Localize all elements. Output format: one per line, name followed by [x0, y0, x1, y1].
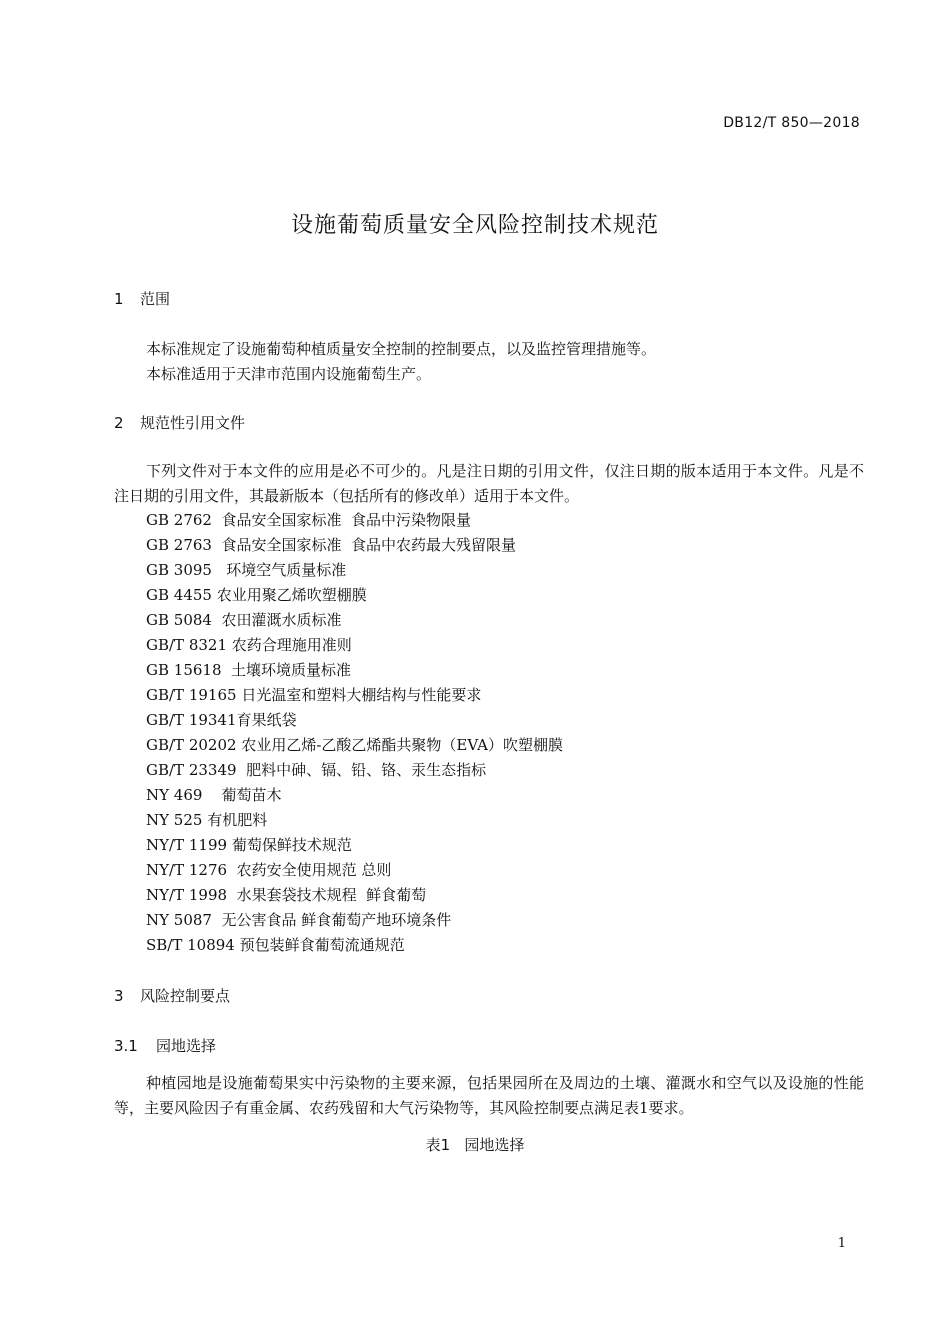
reference-title: 食品安全国家标准 食品中污染物限量	[221, 511, 472, 529]
table-label: 表1	[425, 1136, 451, 1154]
section-title: 规范性引用文件	[140, 414, 246, 432]
reference-item	[146, 708, 563, 733]
reference-title: 农业用乙烯-乙酸乙烯酯共聚物（EVA）吹塑棚膜	[241, 736, 564, 754]
section-title: 风险控制要点	[140, 987, 231, 1005]
reference-item	[146, 908, 563, 933]
reference-code: GB/T 19165	[146, 686, 237, 704]
reference-code: SB/T 10894	[146, 936, 235, 954]
reference-item	[146, 658, 563, 683]
section-title: 园地选择	[156, 1037, 217, 1055]
reference-code: GB 15618	[146, 661, 222, 679]
reference-separator	[212, 911, 222, 929]
reference-item	[146, 608, 563, 633]
reference-code: GB 2763	[146, 536, 212, 554]
reference-item	[146, 758, 563, 783]
reference-separator	[212, 611, 222, 629]
reference-item	[146, 883, 563, 908]
reference-title: 葡萄苗木	[221, 786, 282, 804]
reference-separator	[212, 511, 222, 529]
reference-title: 食品安全国家标准 食品中农药最大残留限量	[221, 536, 517, 554]
reference-title: 农药合理施用准则	[231, 636, 352, 654]
reference-code: GB/T 8321	[146, 636, 228, 654]
reference-separator	[237, 761, 247, 779]
reference-separator	[202, 786, 221, 804]
section-2-heading	[114, 412, 245, 433]
reference-title: 土壤环境质量标准	[231, 661, 352, 679]
reference-item	[146, 858, 563, 883]
reference-list	[146, 508, 563, 958]
normative-refs-intro: 下列文件对于本文件的应用是必不可少的。凡是注日期的引用文件，仅注日期的版本适用于本文件。凡是不注日期的引用文件，其最新版本（包括所有的修改单）适用于本文件。	[114, 462, 864, 505]
reference-title: 农药安全使用规范 总则	[236, 861, 392, 879]
reference-separator	[212, 561, 226, 579]
reference-code: NY/T 1998	[146, 886, 228, 904]
reference-item	[146, 583, 563, 608]
reference-item	[146, 733, 563, 758]
standard-code: DB12/T 850—2018	[723, 115, 860, 131]
reference-item	[146, 508, 563, 533]
reference-code: GB 3095	[146, 561, 212, 579]
reference-title: 日光温室和塑料大棚结构与性能要求	[241, 686, 482, 704]
scope-paragraph-2: 本标准适用于天津市范围内设施葡萄生产。	[146, 365, 432, 383]
table-title: 园地选择	[464, 1136, 525, 1154]
reference-code: GB 5084	[146, 611, 212, 629]
reference-title: 水果套袋技术规程 鲜食葡萄	[236, 886, 427, 904]
reference-code: GB/T 20202	[146, 736, 237, 754]
reference-separator	[212, 536, 222, 554]
section-number: 3	[114, 987, 124, 1005]
reference-title: 预包装鲜食葡萄流通规范	[239, 936, 405, 954]
section-number: 2	[114, 414, 124, 432]
site-selection-paragraph: 种植园地是设施葡萄果实中污染物的主要来源，包括果园所在及周边的土壤、灌溉水和空气以及设施的性能等，主要风险因子有重金属、农药残留和大气污染物等，其风险控制要点满足表1要求。	[114, 1074, 864, 1117]
reference-item	[146, 783, 563, 808]
section-1-heading	[114, 288, 170, 309]
reference-item	[146, 683, 563, 708]
reference-item	[146, 533, 563, 558]
reference-item	[146, 558, 563, 583]
section-number: 3.1	[114, 1037, 138, 1055]
reference-title: 无公害食品 鲜食葡萄产地环境条件	[221, 911, 452, 929]
reference-separator	[227, 861, 237, 879]
section-number: 1	[114, 290, 124, 308]
reference-item	[146, 933, 563, 958]
table-caption	[0, 1134, 950, 1155]
section-3-1-heading	[114, 1035, 216, 1056]
reference-title: 环境空气质量标准	[226, 561, 347, 579]
reference-title: 肥料中砷、镉、铅、铬、汞生态指标	[246, 761, 487, 779]
section-3-heading	[114, 985, 230, 1006]
reference-code: GB/T 19341	[146, 711, 237, 729]
reference-item	[146, 833, 563, 858]
reference-separator	[227, 886, 237, 904]
reference-title: 农田灌溉水质标准	[221, 611, 342, 629]
reference-code: GB 2762	[146, 511, 212, 529]
reference-code: NY 469	[146, 786, 203, 804]
reference-code: NY/T 1276	[146, 861, 228, 879]
page-number: 1	[837, 1236, 846, 1251]
reference-title: 有机肥料	[207, 811, 268, 829]
reference-code: NY/T 1199	[146, 836, 228, 854]
reference-code: NY 5087	[146, 911, 212, 929]
scope-paragraph-1: 本标准规定了设施葡萄种植质量安全控制的控制要点，以及监控管理措施等。	[146, 340, 657, 358]
reference-title: 葡萄保鲜技术规范	[231, 836, 352, 854]
reference-title: 农业用聚乙烯吹塑棚膜	[216, 586, 367, 604]
reference-title: 育果纸袋	[236, 711, 297, 729]
reference-item	[146, 633, 563, 658]
reference-code: NY 525	[146, 811, 203, 829]
document-title: 设施葡萄质量安全风险控制技术规范	[290, 213, 659, 238]
section-title: 范围	[140, 290, 171, 308]
reference-item	[146, 808, 563, 833]
reference-code: GB 4455	[146, 586, 212, 604]
reference-separator	[222, 661, 232, 679]
reference-code: GB/T 23349	[146, 761, 237, 779]
